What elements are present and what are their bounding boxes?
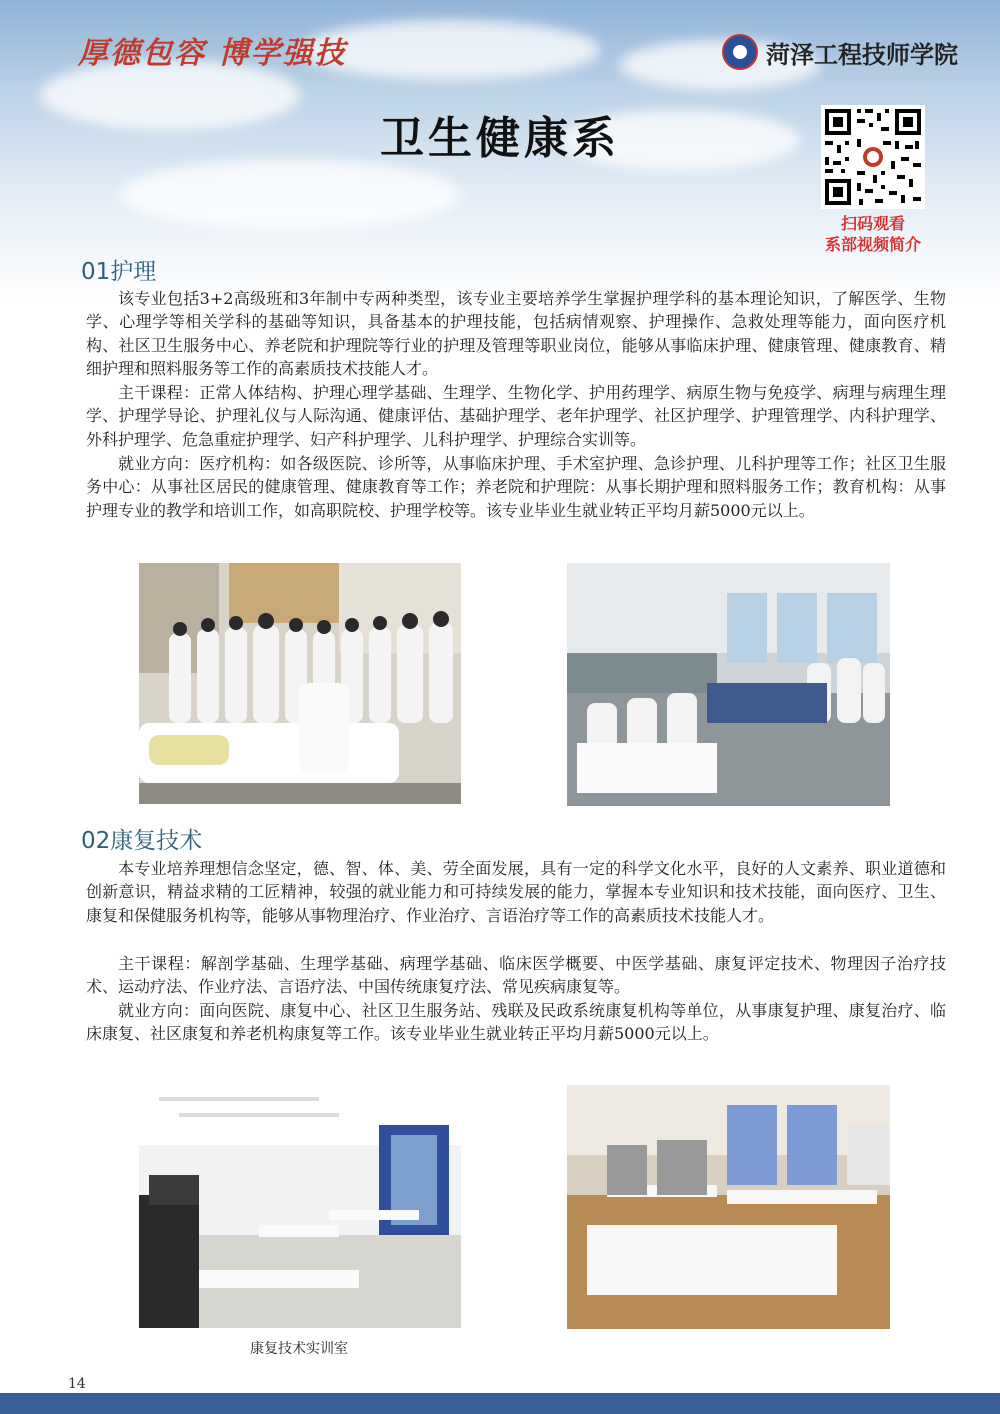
section-heading-rehab: 02康复技术 [81,828,203,854]
school-motto: 厚德包容 博学强技 [78,36,347,71]
qr-caption [800,213,946,255]
nursing-employment-paragraph: 就业方向：医疗机构：如各级医院、诊所等，从事临床护理、手术室护理、急诊护理、儿科护理等工作；社区卫生服务中心：从事社区居民的健康管理、健康教育等工作；养老院和护理院：从事长期护理和照料服务工作；教育机构：从事护理专业的教学和培训工作，如高职院校、护理学校等。该专业毕业生就业转正平均月薪5000元以上。 [86,454,946,520]
footer-bar [0,1393,1000,1414]
rehab-employment-paragraph: 就业方向：面向医院、康复中心、社区卫生服务站、残联及民政系统康复机构等单位，从事康复护理、康复治疗、临床康复、社区康复和养老机构康复等工作。该专业毕业生就业转正平均月薪5000元以上。 [86,1001,946,1044]
nursing-intro-paragraph: 该专业包括3+2高级班和3年制中专两种类型，该专业主要培养学生掌握护理学科的基本理论知识，了解医学、生物学、心理学等相关学科的基础等知识，具备基本的护理技能，包括病情观察、护理操作、急救处理等能力，面向医疗机构、社区卫生服务中心、养老院和护理院等行业的护理及管理等职业岗位，能够从事临床护理、健康管理、健康教育、精细护理和照料服务等工作的高素质技术技能人才。 [86,289,946,379]
rehab-training-room-photo-2 [567,1085,890,1329]
rehab-training-room-photo-1 [139,1085,461,1328]
page-number: 14 [68,1376,86,1392]
photo-caption: 康复技术实训室 [250,1341,348,1357]
rehab-intro-paragraph: 本专业培养理想信念坚定，德、智、体、美、劳全面发展，具有一定的科学文化水平，良好的人文素养、职业道德和创新意识，精益求精的工匠精神，较强的就业能力和可持续发展的能力，掌握本专业知识和技术技能，面向医疗、卫生、康复和保健服务机构等，能够从事物理治疗、作业治疗、言语治疗等工作的高素质技术技能人才。 [86,859,946,925]
section-heading-nursing: 01护理 [81,259,157,285]
qr-code-icon[interactable] [821,105,925,209]
school-brand [722,34,958,70]
rehab-courses-paragraph: 主干课程：解剖学基础、生理学基础、病理学基础、临床医学概要、中医学基础、康复评定技术、物理因子治疗技术、运动疗法、作业疗法、言语疗法、中国传统康复疗法、常见疾病康复等。 [86,954,946,997]
school-logo-icon [722,34,758,70]
nursing-training-lab-photo [567,563,890,806]
school-name: 菏泽工程技师学院 [766,40,958,69]
nursing-courses-paragraph: 主干课程：正常人体结构、护理心理学基础、生理学、生物化学、护用药理学、病原生物与免疫学、病理与病理生理学、护理学导论、护理礼仪与人际沟通、健康评估、基础护理学、老年护理学、社区护理学、护理管理学、内科护理学、外科护理学、危急重症护理学、妇产科护理学、儿科护理学、护理综合实训等。 [86,383,946,449]
qr-caption-line2: 系部视频简介 [824,235,921,254]
nursing-practice-photo [139,563,461,804]
page-title: 卫生健康系 [380,113,620,164]
qr-caption-line1: 扫码观看 [840,214,905,233]
